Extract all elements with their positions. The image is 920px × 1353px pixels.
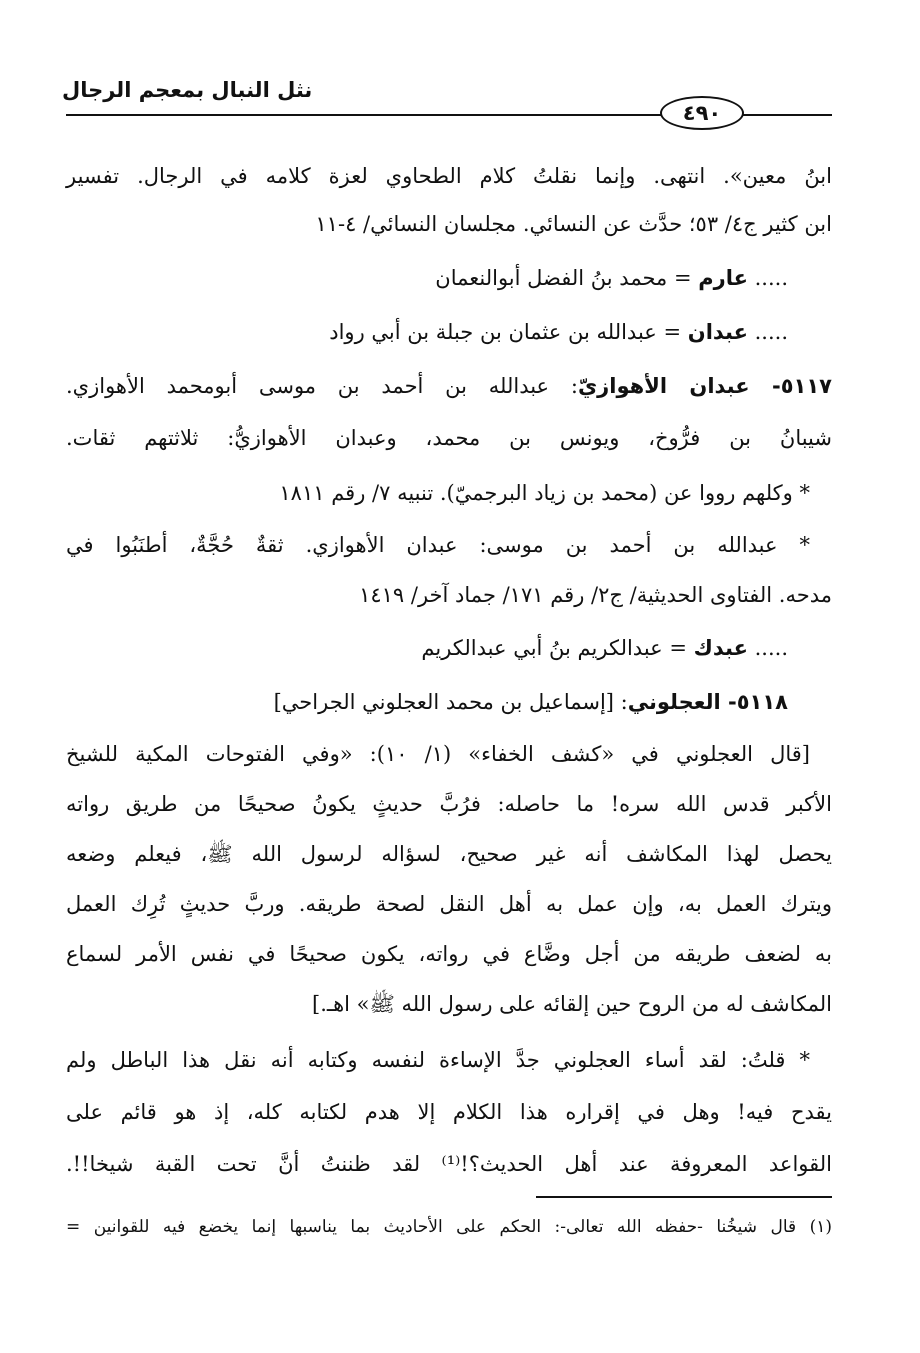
note-line: * عبدالله بن أحمد بن موسى: عبدان الأهوازي. ثقةٌ حُجَّةٌ، أطنَبُوا في — [66, 533, 810, 557]
entry-number: ٥١١٧- — [749, 374, 833, 398]
comment-line: * قلتُ: لقد أساء العجلوني جدَّ الإساءة لنفسه وكتابه أنه نقل هذا الباطل ولم — [66, 1048, 810, 1072]
quote-line: يحصل لهذا المكاشف أنه غير صحيح، لسؤاله لرسول الله ﷺ، فيعلم وضعه — [66, 842, 832, 866]
footnote: (١) قال شيخُنا -حفظه الله تعالى-: الحكم على الأحاديث بما يناسبها إنما يخضع فيه للقوانين = — [66, 1217, 832, 1237]
quote-line: به لضعف طريقه من أجل وضَّاع في رواته، يكون صحيحًا في نفس الأمر لسماع — [66, 942, 832, 966]
footnote-separator — [536, 1196, 832, 1198]
text-line: ابنُ معين». انتهى. وإنما نقلتُ كلام الطحاوي لعزة كلامه في الرجال. تفسير — [66, 164, 832, 188]
running-title: نثل النبال بمعجم الرجال — [62, 78, 313, 102]
entry-dots: ..... — [747, 266, 788, 290]
entry-text: = محمد بنُ الفضل أبوالنعمان — [435, 266, 699, 290]
page-number: ٤٩٠ — [660, 96, 744, 130]
comment-line: القواعد المعروفة عند أهل الحديث؟!⁽¹⁾ لقد ظننتُ أنَّ تحت القبة شيخا!!. — [66, 1152, 832, 1176]
entry-text: : [إسماعيل بن محمد العجلوني الجراحي] — [273, 690, 628, 714]
entry-name: عارم — [698, 266, 748, 290]
entry-dots: ..... — [747, 636, 788, 660]
entry-text: : عبدالله بن أحمد بن موسى أبومحمد الأهوازي. — [66, 374, 578, 398]
entry-number: ٥١١٨- — [720, 690, 788, 714]
quote-line: الأكبر قدس الله سره! ما حاصله: فرُبَّ حديثٍ يكونُ صحيحًا من طريق رواته — [66, 792, 832, 816]
entry-heading — [66, 366, 832, 406]
note-line: * وكلهم رووا عن (محمد بن زياد البرجميّ). تنبيه ٧/ رقم ١٨١١ — [279, 481, 810, 505]
entry-name: العجلوني — [627, 690, 721, 714]
entry-heading — [66, 682, 832, 722]
cross-reference-entry — [66, 258, 832, 298]
comment-line: يقدح فيه! وهل في إقراره هذا الكلام إلا هدم لكتابه كله، إذ هو قائم على — [66, 1100, 832, 1124]
entry-dots: ..... — [747, 320, 788, 344]
quote-line: المكاشف له من الروح حين إلقائه على رسول الله ﷺ» اهـ.] — [312, 992, 832, 1016]
entry-text: = عبدالكريم بنُ أبي عبدالكريم — [421, 636, 694, 660]
entry-name: عبدان — [687, 320, 748, 344]
text-line: ابن كثير ج٤/ ٥٣؛ حدَّث عن النسائي. مجلسان النسائي/ ٤-١١ — [315, 212, 832, 236]
text-line: مدحه. الفتاوى الحديثية/ ج٢/ رقم ١٧١/ جماد آخر/ ١٤١٩ — [359, 583, 832, 607]
entry-name: عبدان الأهوازيّ — [577, 374, 750, 398]
quote-line: [قال العجلوني في «كشف الخفاء» (١/ ١٠): «وفي الفتوحات المكية للشيخ — [66, 742, 810, 766]
cross-reference-entry — [66, 312, 832, 352]
entry-text: = عبدالله بن عثمان بن جبلة بن أبي رواد — [329, 320, 688, 344]
entry-name: عبدك — [693, 636, 748, 660]
text-line: شيبانُ بن فرُّوخ، ويونس بن محمد، وعبدان الأهوازيُّ: ثلاثتهم ثقات. — [66, 426, 832, 450]
quote-line: ويترك العمل به، وإن عمل به أهل النقل لصحة طريقه. وربَّ حديثٍ تُرِك العمل — [66, 892, 832, 916]
cross-reference-entry — [66, 628, 832, 668]
